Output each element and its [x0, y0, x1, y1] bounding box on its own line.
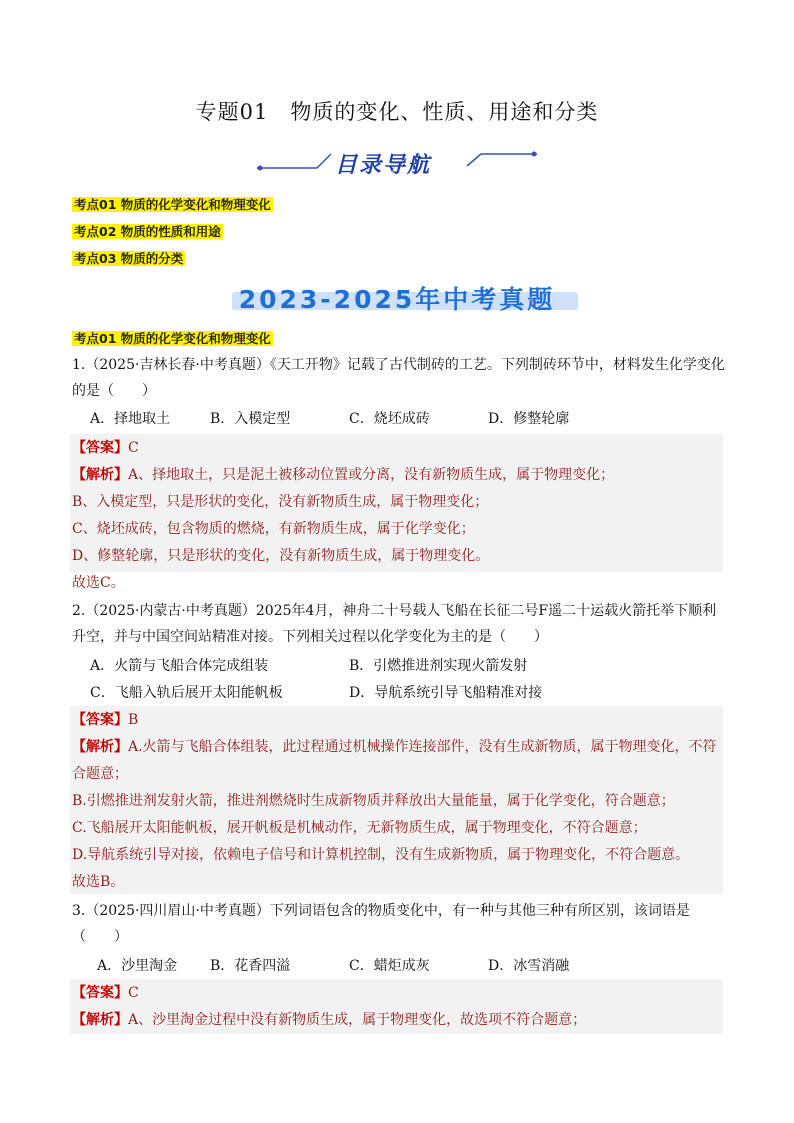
q3-option-c: C．蜡炬成灰 [349, 958, 430, 974]
section-heading: 2023-2025年中考真题 [238, 285, 556, 314]
q3-stem-line2: （ ） [72, 929, 128, 945]
q1-analysis-line2: B、入模定型，只是形状的变化，没有新物质生成，属于物理变化； [72, 494, 489, 510]
q3-answer-line [72, 982, 139, 1002]
q1-stem-line2: 的是（ ） [72, 383, 156, 399]
q2-answer-line [72, 709, 138, 729]
toc-label: 考点01 物质的化学变化和物理变化 [74, 197, 271, 212]
q1-stem-line1: 1.（2025·吉林长春·中考真题）《天工开物》记载了古代制砖的工艺。下列制砖环节中，材料发生化学变化 [72, 357, 725, 373]
section-kaodian [72, 328, 273, 347]
toc-item-1[interactable] [72, 194, 273, 213]
q2-option-c: C．飞船入轨后展开太阳能帆板 [90, 685, 283, 701]
q3-analysis-line1 [72, 1009, 586, 1029]
q1-analysis-line1 [72, 464, 614, 484]
nav-title: 目录导航 [335, 153, 432, 178]
toc-item-3[interactable] [72, 248, 185, 267]
q2-analysis-line1 [72, 736, 717, 756]
q1-option-a: A．择地取土 [90, 411, 171, 427]
q3-option-d: D．冰雪消融 [488, 958, 570, 974]
q1-analysis-line4: D、修整轮廓，只是形状的变化，没有新物质生成，属于物理变化。 [72, 548, 490, 564]
q2-option-d: D．导航系统引导飞船精准对接 [349, 685, 543, 701]
q2-analysis-line4: C.飞船展开太阳能帆板，展开帆板是机械动作，无新物质生成，属于物理变化，不符合题意； [72, 820, 647, 836]
q1-answer-line [72, 437, 139, 457]
analysis-label: 【解析】 [72, 1012, 128, 1028]
toc-item-2[interactable] [72, 221, 223, 240]
q2-analysis-line6: 故选B。 [72, 874, 125, 890]
q2-stem-line1: 2.（2025·内蒙古·中考真题）2025年4月，神舟二十号载人飞船在长征二号F遥二十运载火箭托举下顺利 [72, 603, 717, 619]
kaodian-label: 考点01 物质的化学变化和物理变化 [74, 331, 271, 346]
q2-option-a: A．火箭与飞船合体完成组装 [90, 658, 269, 674]
q3-option-a: A．沙里淘金 [97, 958, 178, 974]
analysis-label: 【解析】 [72, 467, 128, 483]
q1-analysis-line5: 故选C。 [72, 575, 125, 591]
q3-stem-line1: 3.（2025·四川眉山·中考真题）下列词语包含的物质变化中，有一种与其他三种有所区别，该词语是 [72, 903, 690, 919]
toc-label: 考点02 物质的性质和用途 [74, 224, 221, 239]
answer-value: B [128, 712, 139, 728]
q2-option-b: B．引燃推进剂实现火箭发射 [349, 658, 528, 674]
q2-stem-line2: 升空，并与中国空间站精准对接。下列相关过程以化学变化为主的是（ ） [72, 629, 548, 645]
q1-analysis-line3: C、烧坯成砖，包含物质的燃烧，有新物质生成，属于化学变化； [72, 521, 475, 537]
analysis-text: A.火箭与飞船合体组装，此过程通过机械操作连接部件，没有生成新物质，属于物理变化，不符 [128, 739, 717, 755]
analysis-label: 【解析】 [72, 739, 128, 755]
nav-header [255, 144, 540, 180]
q2-analysis-line3: B.引燃推进剂发射火箭，推进剂燃烧时生成新物质并释放出大量能量，属于化学变化，符合题意； [72, 793, 675, 809]
page-title: 专题01 物质的变化、性质、用途和分类 [195, 100, 599, 124]
answer-label: 【答案】 [72, 985, 128, 1001]
answer-value: C [128, 985, 139, 1001]
answer-label: 【答案】 [72, 712, 128, 728]
answer-label: 【答案】 [72, 440, 128, 456]
q1-option-d: D．修整轮廓 [488, 411, 570, 427]
analysis-text: A、沙里淘金过程中没有新物质生成，属于物理变化，故选项不符合题意； [128, 1012, 587, 1028]
q2-analysis-line2: 合题意； [72, 766, 128, 782]
q3-option-b: B．花香四溢 [210, 958, 291, 974]
toc-label: 考点03 物质的分类 [74, 251, 184, 266]
q1-option-c: C．烧坯成砖 [349, 411, 430, 427]
answer-value: C [128, 440, 139, 456]
q1-option-b: B．入模定型 [210, 411, 291, 427]
q2-analysis-line5: D.导航系统引导对接，依赖电子信号和计算机控制，没有生成新物质，属于物理变化，不符合题意。 [72, 847, 690, 863]
analysis-text: A、择地取土，只是泥土被移动位置或分离，没有新物质生成，属于物理变化； [128, 467, 615, 483]
